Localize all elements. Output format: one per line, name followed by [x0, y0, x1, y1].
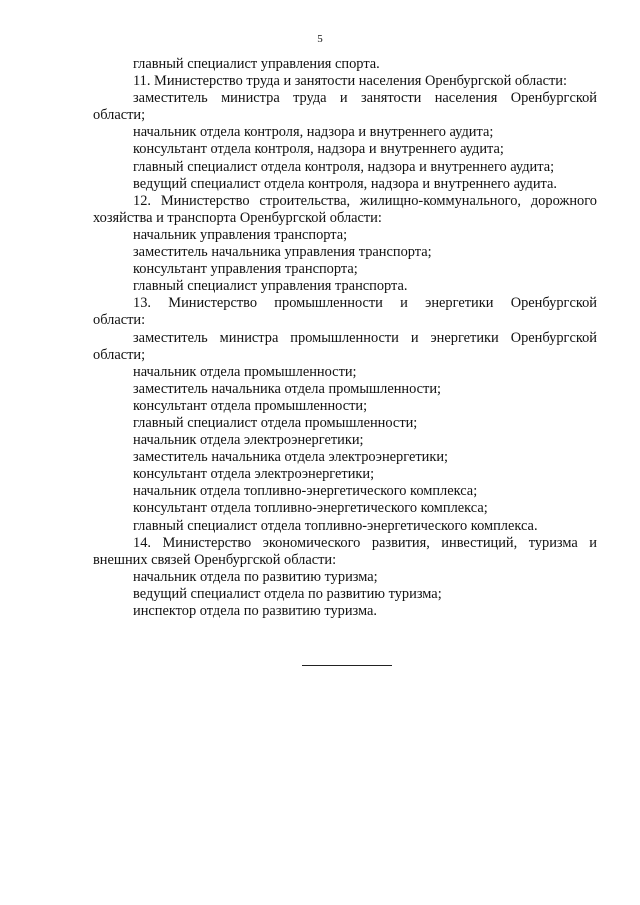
document-line: начальник управления транспорта;	[133, 226, 348, 243]
document-line: главный специалист отдела промышленности;	[133, 414, 418, 431]
document-line: заместитель начальника отдела промышленности;	[133, 380, 442, 397]
document-line: 13. Министерство промышленности и энергетики Оренбургской	[133, 295, 597, 312]
document-line: главный специалист управления транспорта.	[133, 278, 408, 295]
document-line: инспектор отдела по развитию туризма.	[133, 603, 378, 619]
document-line: заместитель начальника управления транспорта;	[133, 244, 432, 261]
document-line: начальник отдела топливно-энергетического комплекса;	[133, 483, 478, 500]
document-line: консультант отдела промышленности;	[133, 397, 368, 414]
document-line: консультант отдела контроля, надзора и внутреннего аудита;	[133, 141, 504, 158]
document-line: ведущий специалист отдела по развитию туризма;	[133, 585, 442, 602]
document-line: главный специалист управления спорта.	[133, 56, 380, 72]
document-line: заместитель начальника отдела электроэнергетики;	[133, 449, 449, 466]
document-line: 11. Министерство труда и занятости населения Оренбургской области:	[133, 73, 567, 90]
document-line: начальник отдела контроля, надзора и внутреннего аудита;	[133, 124, 494, 141]
document-line: консультант отдела электроэнергетики;	[133, 466, 375, 483]
document-line: начальник отдела промышленности;	[133, 363, 357, 380]
document-line: области:	[93, 312, 146, 329]
document-line: начальник отдела по развитию туризма;	[133, 568, 378, 585]
document-line: заместитель министра труда и занятости населения Оренбургской	[133, 90, 597, 107]
document-line: начальник отдела электроэнергетики;	[133, 432, 364, 449]
document-line: ведущий специалист отдела контроля, надзора и внутреннего аудита.	[133, 175, 557, 192]
document-line: 12. Министерство строительства, жилищно-коммунального, дорожного	[133, 192, 597, 209]
document-line: главный специалист отдела топливно-энергетического комплекса.	[133, 517, 538, 534]
document-line: хозяйства и транспорта Оренбургской области:	[93, 209, 382, 226]
document-line: 14. Министерство экономического развития, инвестиций, туризма и	[133, 534, 597, 551]
page-number: 5	[317, 33, 323, 45]
document-line: консультант управления транспорта;	[133, 261, 358, 278]
document-line: области;	[93, 346, 146, 363]
document-line: заместитель министра промышленности и энергетики Оренбургской	[133, 329, 597, 346]
document-line: главный специалист отдела контроля, надзора и внутреннего аудита;	[133, 158, 555, 175]
document-line: внешних связей Оренбургской области:	[93, 551, 337, 568]
document-line: области;	[93, 107, 146, 124]
end-of-list-rule	[302, 665, 392, 666]
document-line: консультант отдела топливно-энергетического комплекса;	[133, 500, 488, 517]
document-body	[93, 56, 597, 620]
